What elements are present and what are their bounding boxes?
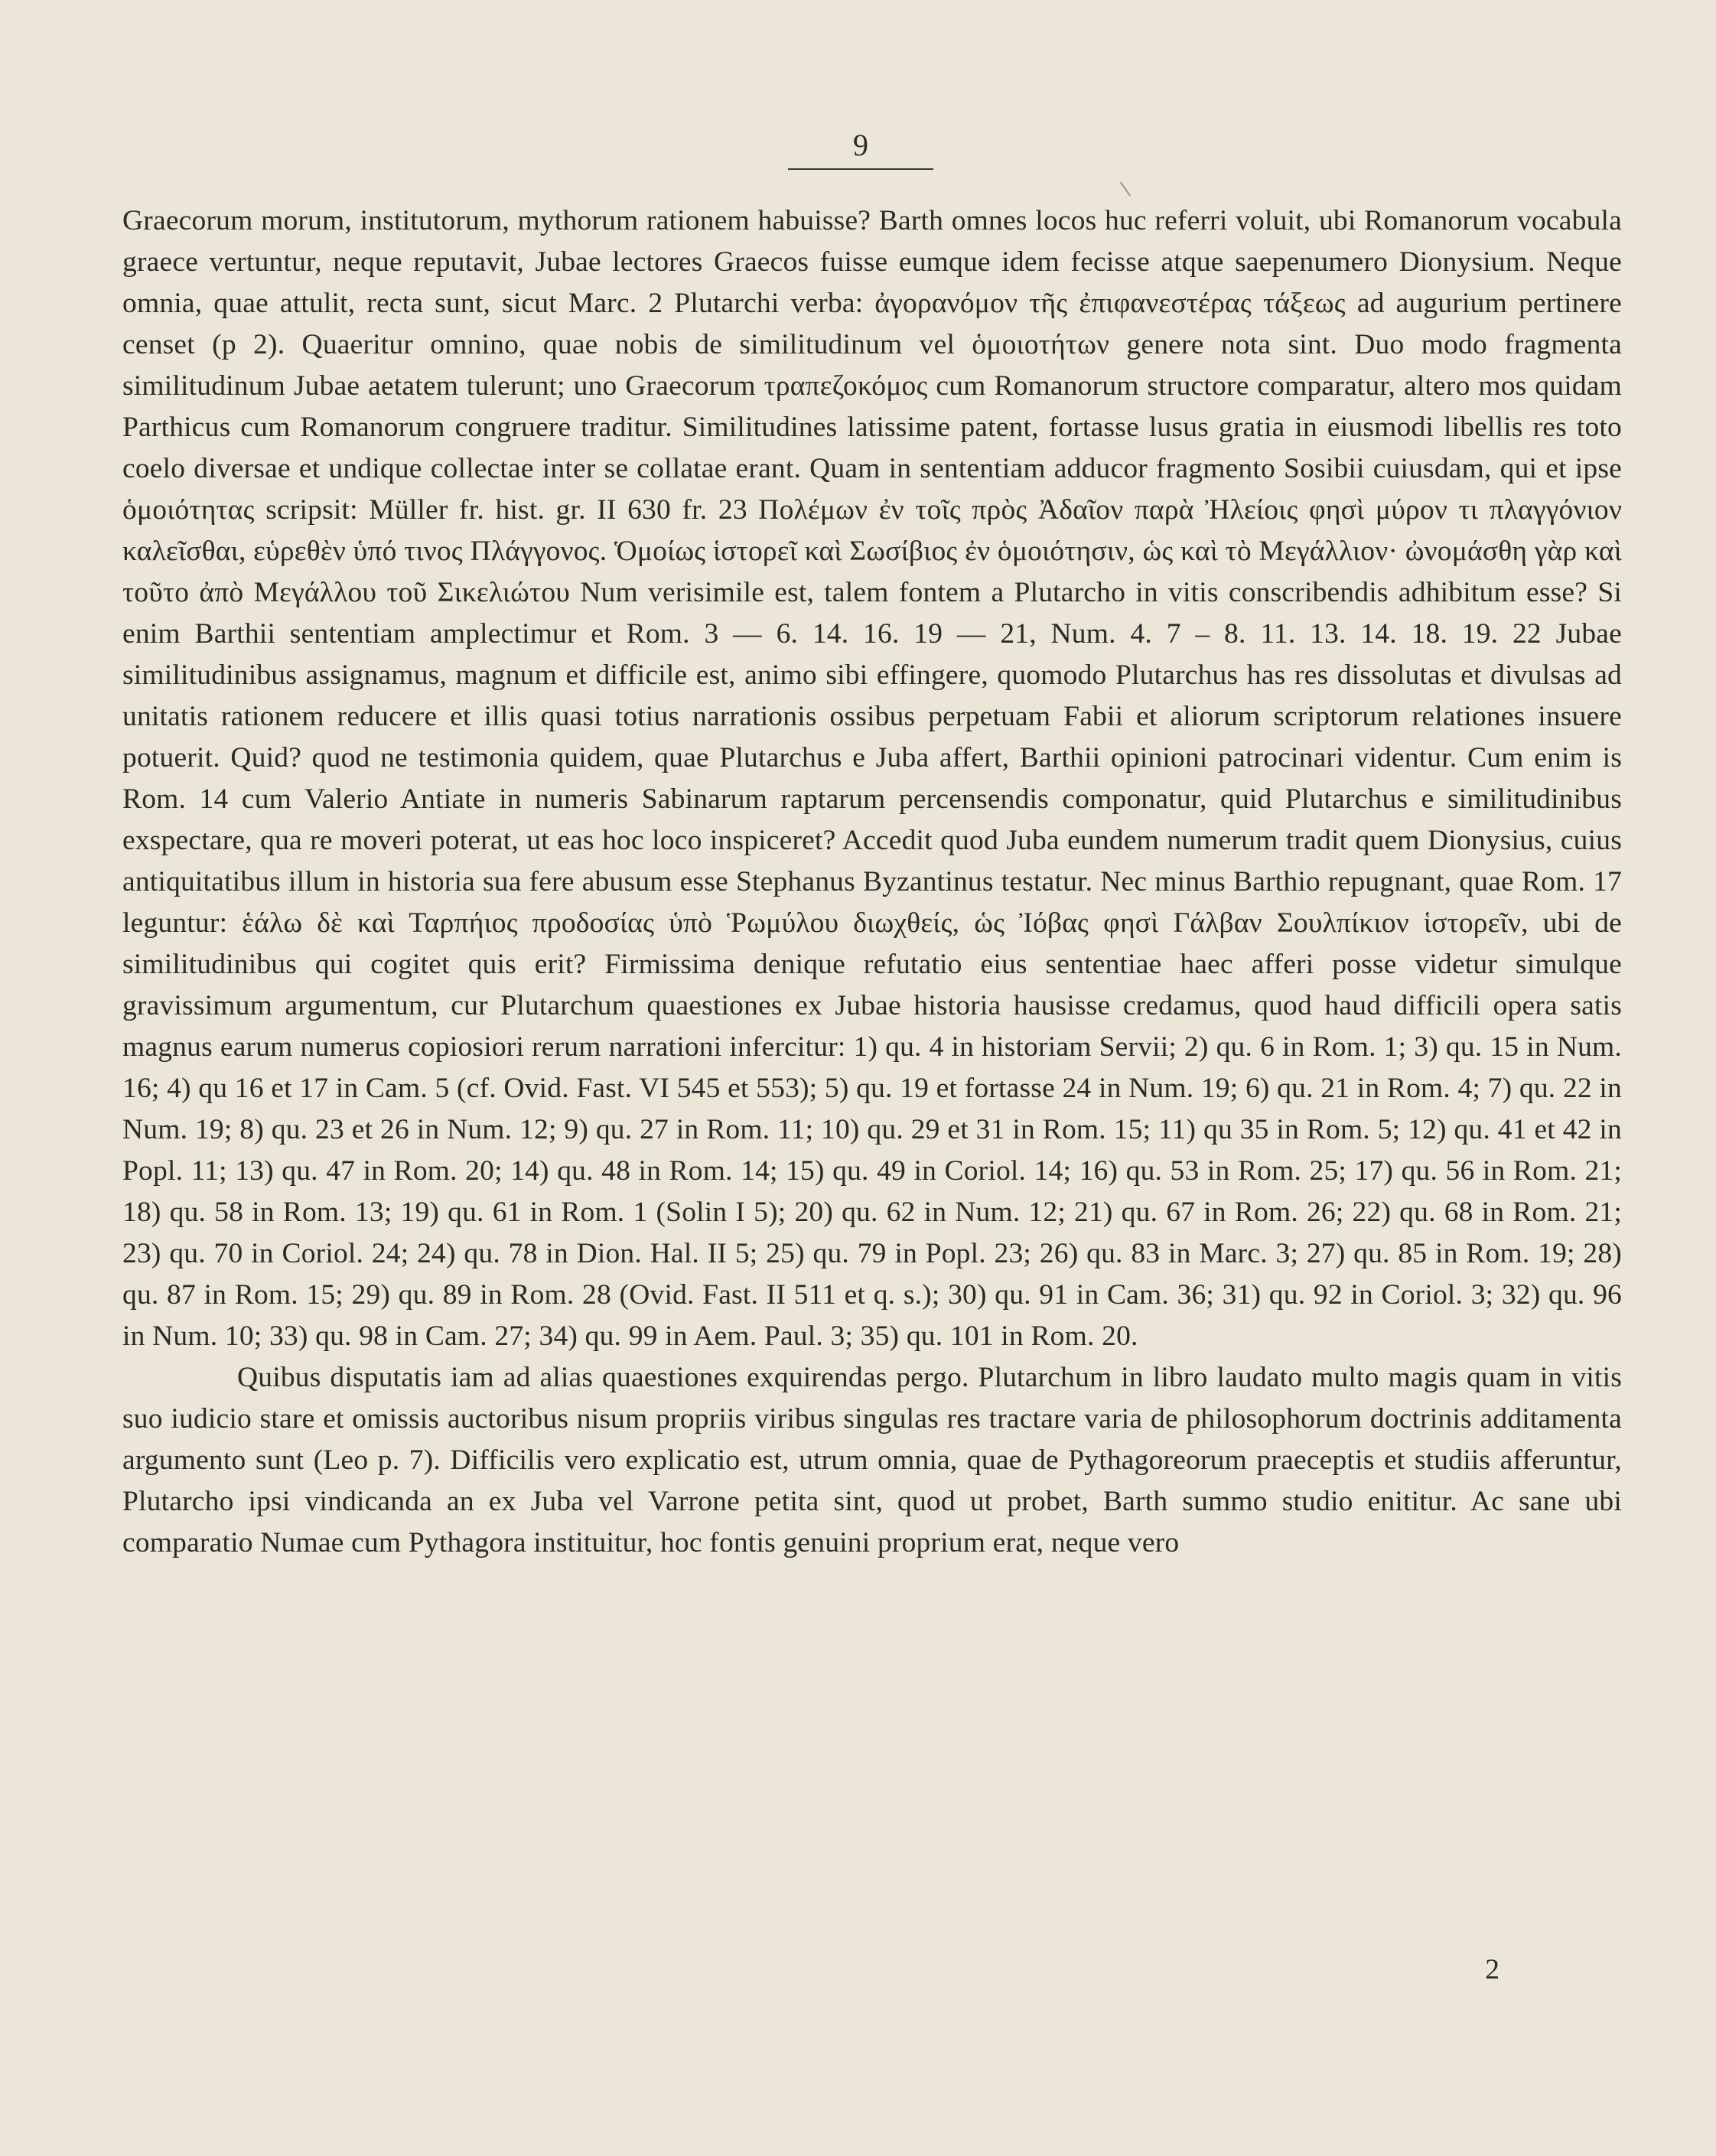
paragraph-2: Quibus disputatis iam ad alias quaestiones exquirendas pergo. Plutarchum in libro laudato multo magis quam in vitis suo iudicio stare et omissis auctoribus nisum propriis viribus singulas res tractare varia de philosophorum doctrinis additamenta argumento sunt (Leo p. 7). Difficilis vero explicatio est, utrum omnia, quae de Pythagoreorum praeceptis et studiis afferuntur, Plutarcho ipsi vindicanda an ex Juba vel Varrone petita sint, quod ut probet, Barth summo studio enititur. Ac sane ubi comparatio Numae cum Pythagora instituitur, hoc fontis genuini proprium erat, neque vero (122, 1362, 1622, 1558)
header-rule (788, 168, 933, 170)
ink-speck (1120, 181, 1131, 196)
paragraph-1: Graecorum morum, institutorum, mythorum rationem habuisse? Barth omnes locos huc referri voluit, ubi Romanorum vocabula graece vertuntur, neque reputavit, Jubae lectores Graecos fuisse eumque idem fecisse atque saepenumero Dionysium. Neque omnia, quae attulit, recta sunt, sicut Marc. 2 Plutarchi verba: ἀγορανόμον τῆς ἐπιφανεστέρας τάξεως ad augurium pertinere censet (p 2). Quaeritur omnino, quae nobis de similitudinum vel ὁμοιοτήτων genere nota sint. Duo modo fragmenta similitudinum Jubae aetatem tulerunt; uno Graecorum τραπεζοκόμος cum Romanorum structore comparatur, altero mos quidam Parthicus cum Romanorum congruere traditur. Similitudines latissime patent, fortasse lusus gratia in eiusmodi libellis res toto coelo diversae et undique collectae inter se collatae erant. Quam in sententiam adducor fragmento Sosibii cuiusdam, qui et ipse ὁμοιότητας scripsit: Müller fr. hist. gr. II 630 fr. 23 Πολέμων ἐν τοῖς πρὸς Ἀδαῖον παρὰ Ἠλείοις φησὶ μύρον τι πλαγγόνιον καλεῖσθαι, εὑρεθὲν ὑπό τινος Πλάγγονος. Ὁμοίως ἱστορεῖ καὶ Σωσίβιος ἐν ὁμοιότησιν, ὡς καὶ τὸ Μεγάλλιον· ὠνομάσθη γὰρ καὶ τοῦτο ἀπὸ Μεγάλλου τοῦ Σικελιώτου Num verisimile est, talem fontem a Plutarcho in vitis conscribendis adhibitum esse? Si enim Barthii sententiam amplectimur et Rom. 3 — 6. 14. 16. 19 — 21, Num. 4. 7 – 8. 11. 13. 14. 18. 19. 22 Jubae similitudinibus assignamus, magnum et difficile est, animo sibi effingere, quomodo Plutarchus has res dissolutas et divulsas ad unitatis rationem reducere et illis quasi totius narrationis ossibus perpetuam Fabii et aliorum scriptorum relationes insuere potuerit. Quid? quod ne testimonia quidem, quae Plutarchus e Juba affert, Barthii opinioni patrocinari videntur. Cum enim is Rom. 14 cum Valerio Antiate in numeris Sabinarum raptarum percensendis componatur, quid Plutarchus e similitudinibus exspectare, qua re moveri poterat, ut eas hoc loco inspiceret? Accedit quod Juba eundem numerum tradit quem Dionysius, cuius antiquitatibus illum in historia sua fere abusum esse Stephanus Byzantinus testatur. Nec minus Barthio repugnant, quae Rom. 17 leguntur: ἑάλω δὲ καὶ Ταρπήιος προδοσίας ὑπὸ Ῥωμύλου διωχθείς, ὡς Ἰόβας φησὶ Γάλβαν Σουλπίκιον ἱστορεῖν, ubi de similitudinibus qui cogitet quis erit? Firmissima denique refutatio eius sententiae haec afferi posse videtur simulque gravissimum argumentum, cur Plutarchum quaestiones ex Jubae historia hausisse credamus, quod haud difficili opera satis magnus earum numerus copiosiori rerum narrationi infercitur: 1) qu. 4 in historiam Servii; 2) qu. 6 in Rom. 1; 3) qu. 15 in Num. 16; 4) qu 16 et 17 in Cam. 5 (cf. Ovid. Fast. VI 545 et 553); 5) qu. 19 et fortasse 24 in Num. 19; 6) qu. 21 in Rom. 4; 7) qu. 22 in Num. 19; 8) qu. 23 et 26 in Num. 12; 9) qu. 27 in Rom. 11; 10) qu. 29 et 31 in Rom. 15; 11) qu 35 in Rom. 5; 12) qu. 41 et 42 in Popl. 11; 13) qu. 47 in Rom. 20; 14) qu. 48 in Rom. 14; 15) qu. 49 in Coriol. 14; 16) qu. 53 in Rom. 25; 17) qu. 56 in Rom. 21; 18) qu. 58 in Rom. 13; 19) qu. 61 in Rom. 1 (Solin I 5); 20) qu. 62 in Num. 12; 21) qu. 67 in Rom. 26; 22) qu. 68 in Rom. 21; 23) qu. 70 in Coriol. 24; 24) qu. 78 in Dion. Hal. II 5; 25) qu. 79 in Popl. 23; 26) qu. 83 in Marc. 3; 27) qu. 85 in Rom. 19; 28) qu. 87 in Rom. 15; 29) qu. 89 in Rom. 28 (Ovid. Fast. II 511 et q. s.); 30) qu. 91 in Cam. 36; 31) qu. 92 in Coriol. 3; 32) qu. 96 in Num. 10; 33) qu. 98 in Cam. 27; 34) qu. 99 in Aem. Paul. 3; 35) qu. 101 in Rom. 20. (122, 205, 1622, 1352)
signature-mark: 2 (1485, 1954, 1499, 1985)
page-number: 9 (853, 128, 868, 162)
body-text (122, 200, 1622, 1564)
page-header (788, 129, 933, 170)
